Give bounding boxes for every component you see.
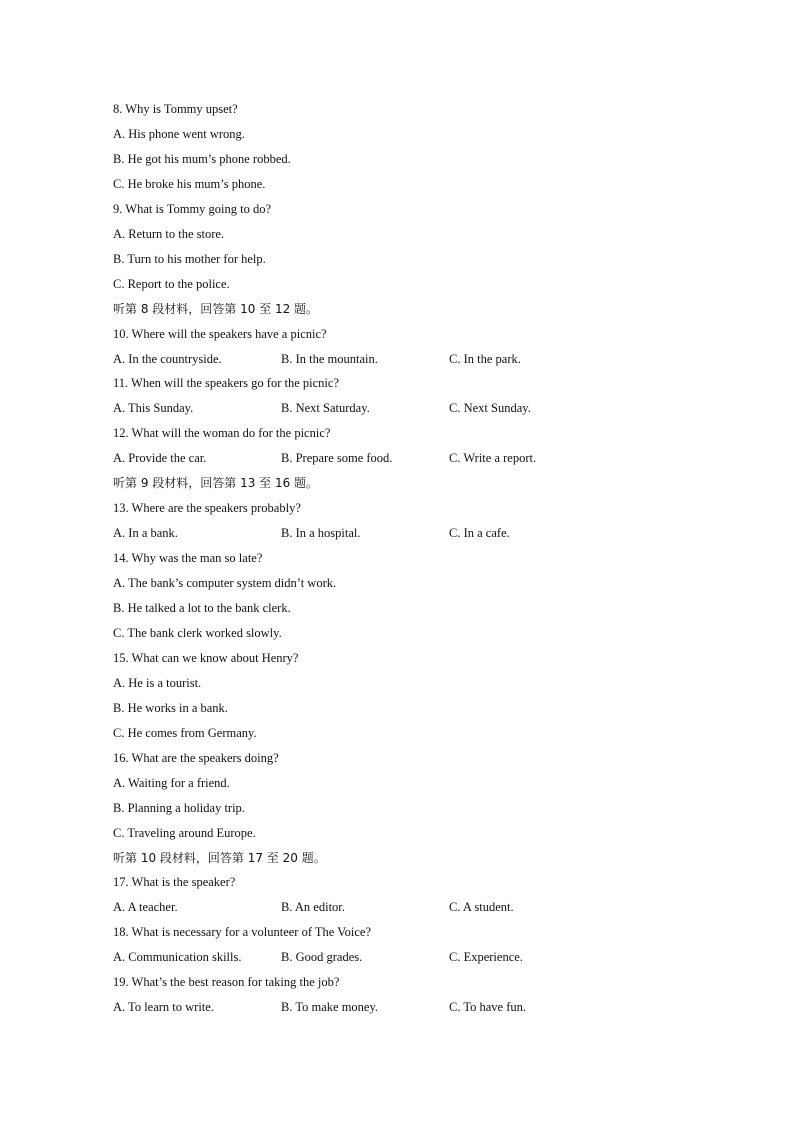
answer-option: A. Provide the car. bbox=[113, 451, 207, 465]
answer-option: B. To make money. bbox=[281, 1000, 379, 1014]
answer-option: B. Turn to his mother for help. bbox=[113, 252, 266, 266]
answer-option: C. Report to the police. bbox=[113, 277, 230, 291]
answer-option: B. Prepare some food. bbox=[281, 451, 393, 465]
answer-option: C. To have fun. bbox=[449, 1000, 527, 1014]
answer-option: A. In a bank. bbox=[113, 526, 178, 540]
question-text: 10. Where will the speakers have a picnic? bbox=[113, 327, 327, 341]
answer-option: B. He works in a bank. bbox=[113, 701, 228, 715]
option-row bbox=[113, 999, 673, 1015]
answer-option: C. A student. bbox=[449, 900, 514, 914]
question-text: 19. What’s the best reason for taking the job? bbox=[113, 975, 340, 989]
answer-option: C. Traveling around Europe. bbox=[113, 826, 256, 840]
section-instruction: 听第 8 段材料，回答第 10 至 12 题。 bbox=[113, 302, 319, 316]
question-text: 12. What will the woman do for the picnic? bbox=[113, 426, 331, 440]
answer-option: B. Next Saturday. bbox=[281, 401, 370, 415]
answer-option: C. Experience. bbox=[449, 950, 523, 964]
answer-option: A. His phone went wrong. bbox=[113, 127, 245, 141]
answer-option: C. Write a report. bbox=[449, 451, 537, 465]
option-row bbox=[113, 351, 673, 367]
answer-option: C. In the park. bbox=[449, 352, 521, 366]
answer-option: B. Planning a holiday trip. bbox=[113, 801, 245, 815]
answer-option: B. He got his mum’s phone robbed. bbox=[113, 152, 291, 166]
question-text: 9. What is Tommy going to do? bbox=[113, 202, 272, 216]
answer-option: A. A teacher. bbox=[113, 900, 178, 914]
question-text: 18. What is necessary for a volunteer of The Voice? bbox=[113, 925, 372, 939]
answer-option: B. An editor. bbox=[281, 900, 345, 914]
answer-option: B. He talked a lot to the bank clerk. bbox=[113, 601, 291, 615]
answer-option: C. The bank clerk worked slowly. bbox=[113, 626, 282, 640]
option-row bbox=[113, 525, 673, 541]
option-row bbox=[113, 450, 673, 466]
answer-option: C. He broke his mum’s phone. bbox=[113, 177, 266, 191]
answer-option: A. In the countryside. bbox=[113, 352, 222, 366]
answer-option: A. He is a tourist. bbox=[113, 676, 202, 690]
option-row bbox=[113, 949, 673, 965]
option-row bbox=[113, 899, 673, 915]
question-text: 17. What is the speaker? bbox=[113, 875, 236, 889]
question-text: 8. Why is Tommy upset? bbox=[113, 102, 238, 116]
answer-option: C. He comes from Germany. bbox=[113, 726, 257, 740]
answer-option: C. Next Sunday. bbox=[449, 401, 531, 415]
answer-option: B. In a hospital. bbox=[281, 526, 361, 540]
answer-option: A. Return to the store. bbox=[113, 227, 225, 241]
answer-option: A. This Sunday. bbox=[113, 401, 194, 415]
question-text: 16. What are the speakers doing? bbox=[113, 751, 279, 765]
answer-option: C. In a cafe. bbox=[449, 526, 510, 540]
question-text: 11. When will the speakers go for the picnic? bbox=[113, 376, 339, 390]
question-text: 15. What can we know about Henry? bbox=[113, 651, 299, 665]
answer-option: A. To learn to write. bbox=[113, 1000, 214, 1014]
answer-option: B. In the mountain. bbox=[281, 352, 378, 366]
answer-option: A. Waiting for a friend. bbox=[113, 776, 230, 790]
question-text: 13. Where are the speakers probably? bbox=[113, 501, 301, 515]
section-instruction: 听第 9 段材料，回答第 13 至 16 题。 bbox=[113, 476, 319, 490]
answer-option: B. Good grades. bbox=[281, 950, 363, 964]
answer-option: A. Communication skills. bbox=[113, 950, 242, 964]
answer-option: A. The bank’s computer system didn’t work. bbox=[113, 576, 337, 590]
option-row bbox=[113, 400, 673, 416]
question-text: 14. Why was the man so late? bbox=[113, 551, 263, 565]
section-instruction: 听第 10 段材料，回答第 17 至 20 题。 bbox=[113, 851, 326, 865]
